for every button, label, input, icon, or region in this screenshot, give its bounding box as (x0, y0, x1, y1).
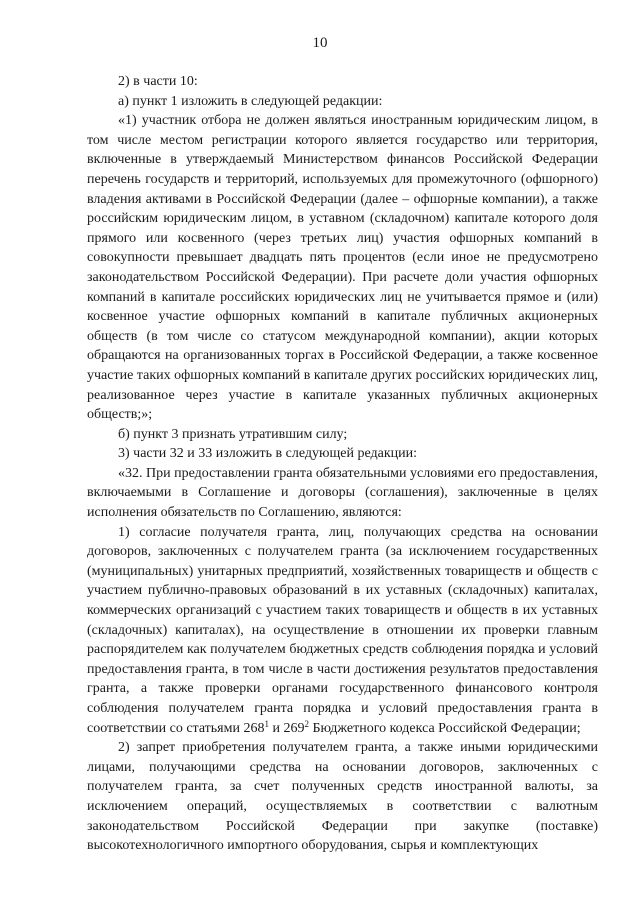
article-superscript-1: 1 (264, 718, 269, 729)
paragraph-item-1-text: «1) участник отбора не должен являться иностранным юридическим лицом, в том числе местом регистрации которого является государство или территория, включенные в утверждаемый Министерством финансов Российской Федерации перечень государств и территорий, используемых для промежуточного (офшорного) владения активами в Российской Федерации (далее – офшорные компании), а также российским юридическим лицом, в уставном (складочном) капитале которого доля прямого или косвенного (через третьих лиц) участия офшорных компаний в совокупности превышает двадцать пять процентов (если иное не предусмотрено законодательством Российской Федерации). При расчете доли участия офшорных компаний в капитале российских юридических лиц не учитывается прямое и (или) косвенное участие офшорных компаний в капитале публичных акционерных обществ (в том числе со статусом международной компании), акции которых обращаются на организованных торгах в Российской Федерации, а также косвенное участие таких офшорных компаний в капитале других российских юридических лиц, реализованное через участие в капитале указанных публичных акционерных обществ;»; (87, 113, 598, 423)
condition-1-text: 1) согласие получателя гранта, лиц, получающих средства на основании договоров, заключенных с получателем гранта (за исключением государственных (муниципальных) унитарных предприятий, хозяйственных товариществ и обществ с участием публично-правовых образований в их уставных (складочных) капиталах, коммерческих организаций с участием таких товариществ и обществ в их уставных (складочных) капиталах), на осуществление в отношении их проверки главным распорядителем как получателем бюджетных средств соблюдения порядка и условий предоставления гранта, в том числе в части достижения результатов предоставления гранта, а также проверки органами государственного финансового контроля соблюдения получателем гранта порядка и условий предоставления гранта в соответствии со статьями 268 (87, 524, 598, 736)
paragraph-condition-2: 2) запрет приобретения получателем гранта, а также иными юридическими лицами, получающими средства на основании договоров, заключенных с получателем гранта, за счет полученных средств иностранной валюты, за исключением операций, осуществляемых в соответствии с валютным законодательством Российской Федерации при закупке (поставке) высокотехнологичного импортного оборудования, сырья и комплектующих (87, 740, 598, 854)
paragraph-item-1-intro: а) пункт 1 изложить в следующей редакции: (118, 93, 383, 109)
page-number: 10 (312, 35, 328, 51)
document-body (87, 72, 598, 856)
paragraph-condition-1 (87, 523, 598, 739)
paragraph-parts-32-33-intro: 3) части 32 и 33 изложить в следующей редакции: (118, 446, 418, 462)
article-superscript-2: 2 (304, 718, 309, 729)
paragraph-item-3-repeal: б) пункт 3 признать утратившим силу; (118, 426, 348, 442)
paragraph-part-10: 2) в части 10: (118, 74, 198, 89)
condition-1-middle: и 269 (268, 720, 305, 736)
condition-1-end: Бюджетного кодекса Российской Федерации; (308, 720, 581, 736)
paragraph-32-text: «32. При предоставлении гранта обязательными условиями его предоставления, включаемыми в Соглашение и договоры (соглашения), заключенные в целях исполнения обязательств по Соглашению, являются: (87, 465, 598, 521)
